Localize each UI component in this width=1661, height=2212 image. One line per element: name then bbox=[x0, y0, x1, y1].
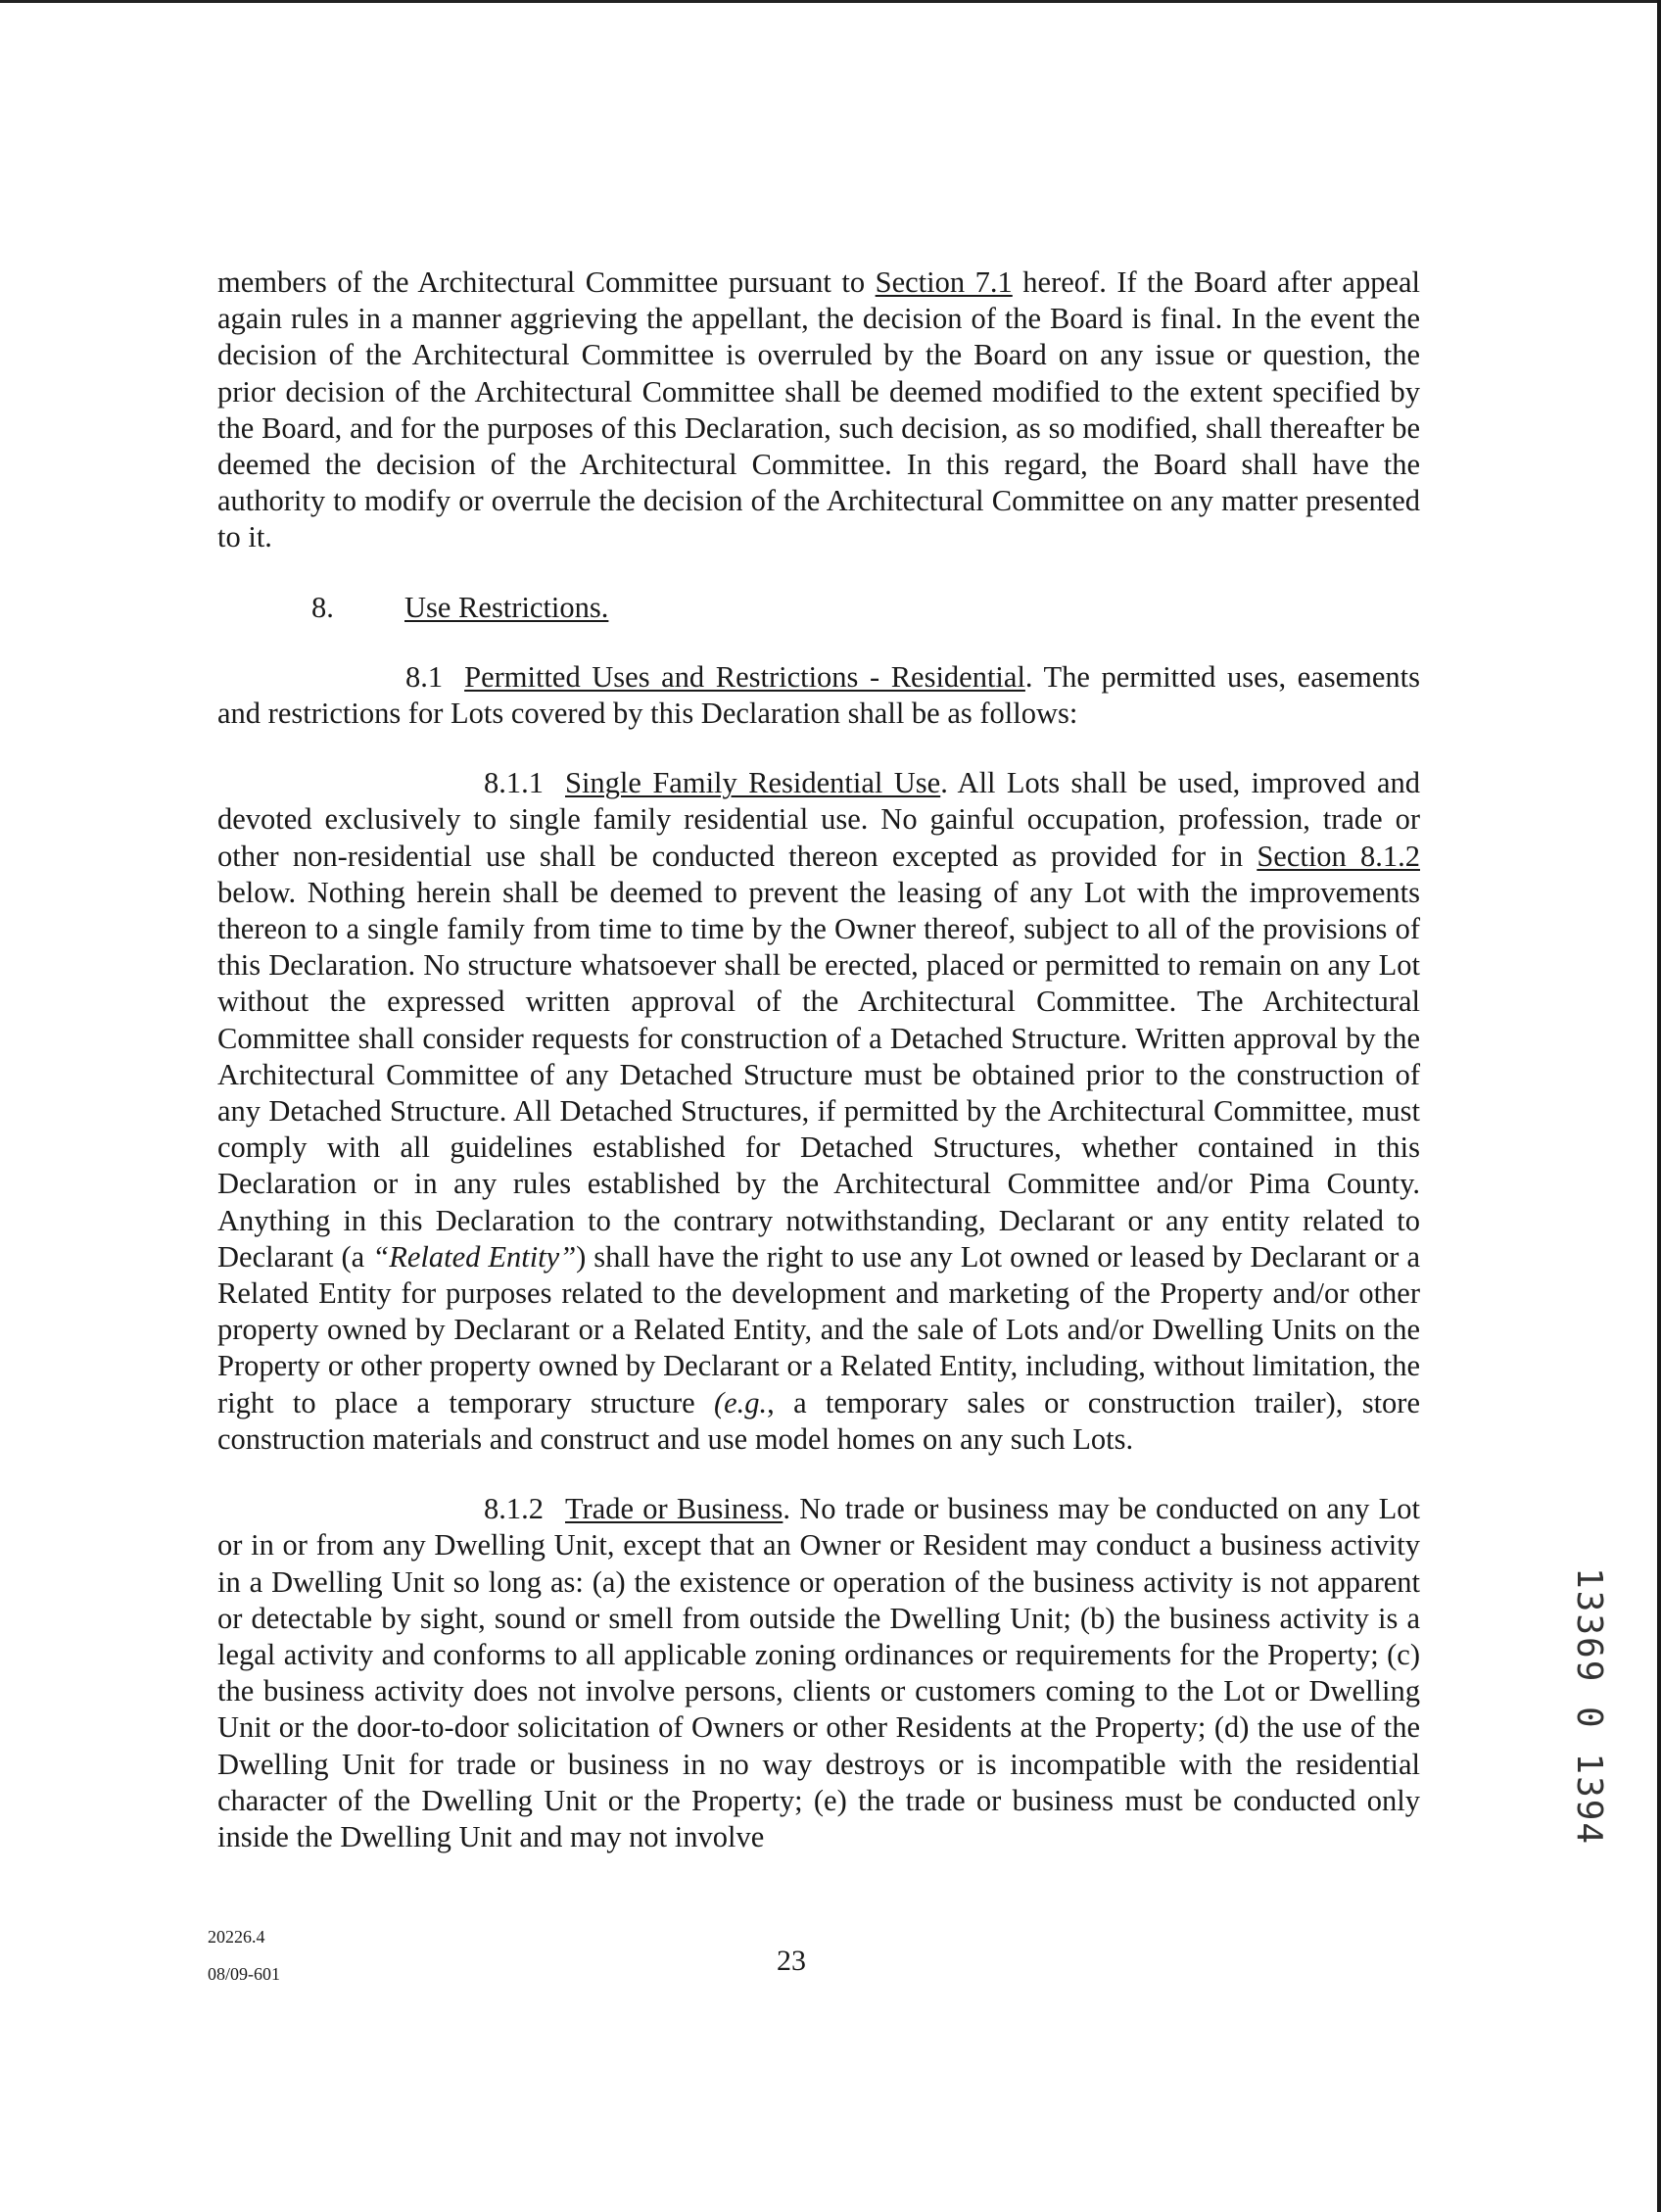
section-reference-7-1: Section 7.1 bbox=[875, 265, 1013, 299]
section-number: 8. bbox=[311, 590, 334, 624]
section-reference-8-1-2: Section 8.1.2 bbox=[1257, 839, 1420, 873]
doc-code: 08/09-601 bbox=[208, 1964, 280, 1984]
section-text: . No trade or business may be conducted on any Lot or in or from any Dwelling Unit, except that an Owner or Resident may conduct a business activity in a Dwelling Unit so long as: (a) the existence or operation of the business activity is not apparent or detectable by sight, sound or smell from outside the Dwelling Unit; (b) the business activity is a legal activity and conforms to all applicable zoning ordinances or requirements for the Property; (c) the business activity does not involve persons, clients or customers coming to the Lot or Dwelling Unit or the door-to-door solicitation of Owners or other Residents at the Property; (d) the use of the Dwelling Unit for trade or business in no way destroys or is incompatible with the residential character of the Dwelling Unit or the Property; (e) the trade or business must be conducted only inside the Dwelling Unit and may not involve bbox=[217, 1492, 1420, 1853]
top-border bbox=[0, 0, 1661, 3]
recording-stamp: 13369 0 1394 bbox=[1569, 1567, 1609, 1847]
section-8-1-1 bbox=[217, 765, 1420, 1458]
section-title: Single Family Residential Use bbox=[565, 766, 941, 800]
intro-text-continued: hereof. If the Board after appeal again rules in a manner aggrieving the appellant, the decision of the Board is final. In the event the decision of the Architectural Committee is overruled by the Board on any issue or question, the prior decision of the Architectural Committee shall be deemed modified to the extent specified by the Board, and for the purposes of this Declaration, such decision, as so modified, shall thereafter be deemed the decision of the Architectural Committee. In this regard, the Board shall have the authority to modify or overrule the decision of the Architectural Committee on any matter presented to it. bbox=[217, 265, 1420, 554]
section-number: 8.1.1 bbox=[484, 766, 544, 800]
section-text: ) shall have the right to use any Lot owned or leased by Declarant or a Related Entity for purposes related to the development and marketing of the Property and/or other property owned by Declarant or a Related Entity, and the sale of Lots and/or Dwelling Units on the Property or other property owned by Declarant or a Related Entity, including, without limitation, the right to place a temporary structure bbox=[217, 1239, 1421, 1419]
italic-abbreviation: (e.g. bbox=[713, 1385, 768, 1419]
section-number: 8.1 bbox=[405, 659, 444, 694]
document-page bbox=[217, 264, 1420, 1855]
section-title: Trade or Business bbox=[565, 1492, 783, 1526]
section-number: 8.1.2 bbox=[484, 1492, 544, 1526]
footer-doc-id bbox=[208, 1918, 280, 1993]
section-8-heading bbox=[311, 590, 1420, 626]
defined-term: “Related Entity” bbox=[372, 1239, 577, 1274]
section-title: Permitted Uses and Restrictions - Residential bbox=[464, 659, 1025, 694]
page-number: 23 bbox=[777, 1945, 806, 1977]
section-text: . The permitted uses, easements and restrictions for Lots covered by this Declaration shall be as follows: bbox=[217, 659, 1421, 731]
section-text: . All Lots shall be used, improved and devoted exclusively to single family residential use. No gainful occupation, profession, trade or other non-residential use shall be conducted thereon excepted as provided for in bbox=[217, 766, 1420, 873]
intro-text: members of the Architectural Committee pursuant to bbox=[217, 265, 876, 299]
section-title: Use Restrictions. bbox=[404, 590, 609, 624]
section-text: , a temporary sales or construction trailer), store construction materials and construct and use model homes on any such Lots. bbox=[217, 1385, 1420, 1456]
section-8-1 bbox=[217, 659, 1420, 732]
section-text: below. Nothing herein shall be deemed to prevent the leasing of any Lot with the improvements thereon to a single family from time to time by the Owner thereof, subject to all of the provisions of this Declaration. No structure whatsoever shall be erected, placed or permitted to remain on any Lot without the expressed written approval of the Architectural Committee. The Architectural Committee shall consider requests for construction of a Detached Structure. Written approval by the Architectural Committee of any Detached Structure must be obtained prior to the construction of any Detached Structure. All Detached Structures, if permitted by the Architectural Committee, must comply with all guidelines established for Detached Structures, whether contained in this Declaration or in any rules established by the Architectural Committee and/or Pima County. Anything in this Declaration to the contrary notwithstanding, Declarant or any entity related to Declarant (a bbox=[217, 875, 1420, 1274]
scan-edge bbox=[1657, 0, 1661, 2212]
paragraph-intro bbox=[217, 264, 1420, 556]
section-8-1-2 bbox=[217, 1491, 1420, 1855]
doc-number: 20226.4 bbox=[208, 1927, 265, 1947]
